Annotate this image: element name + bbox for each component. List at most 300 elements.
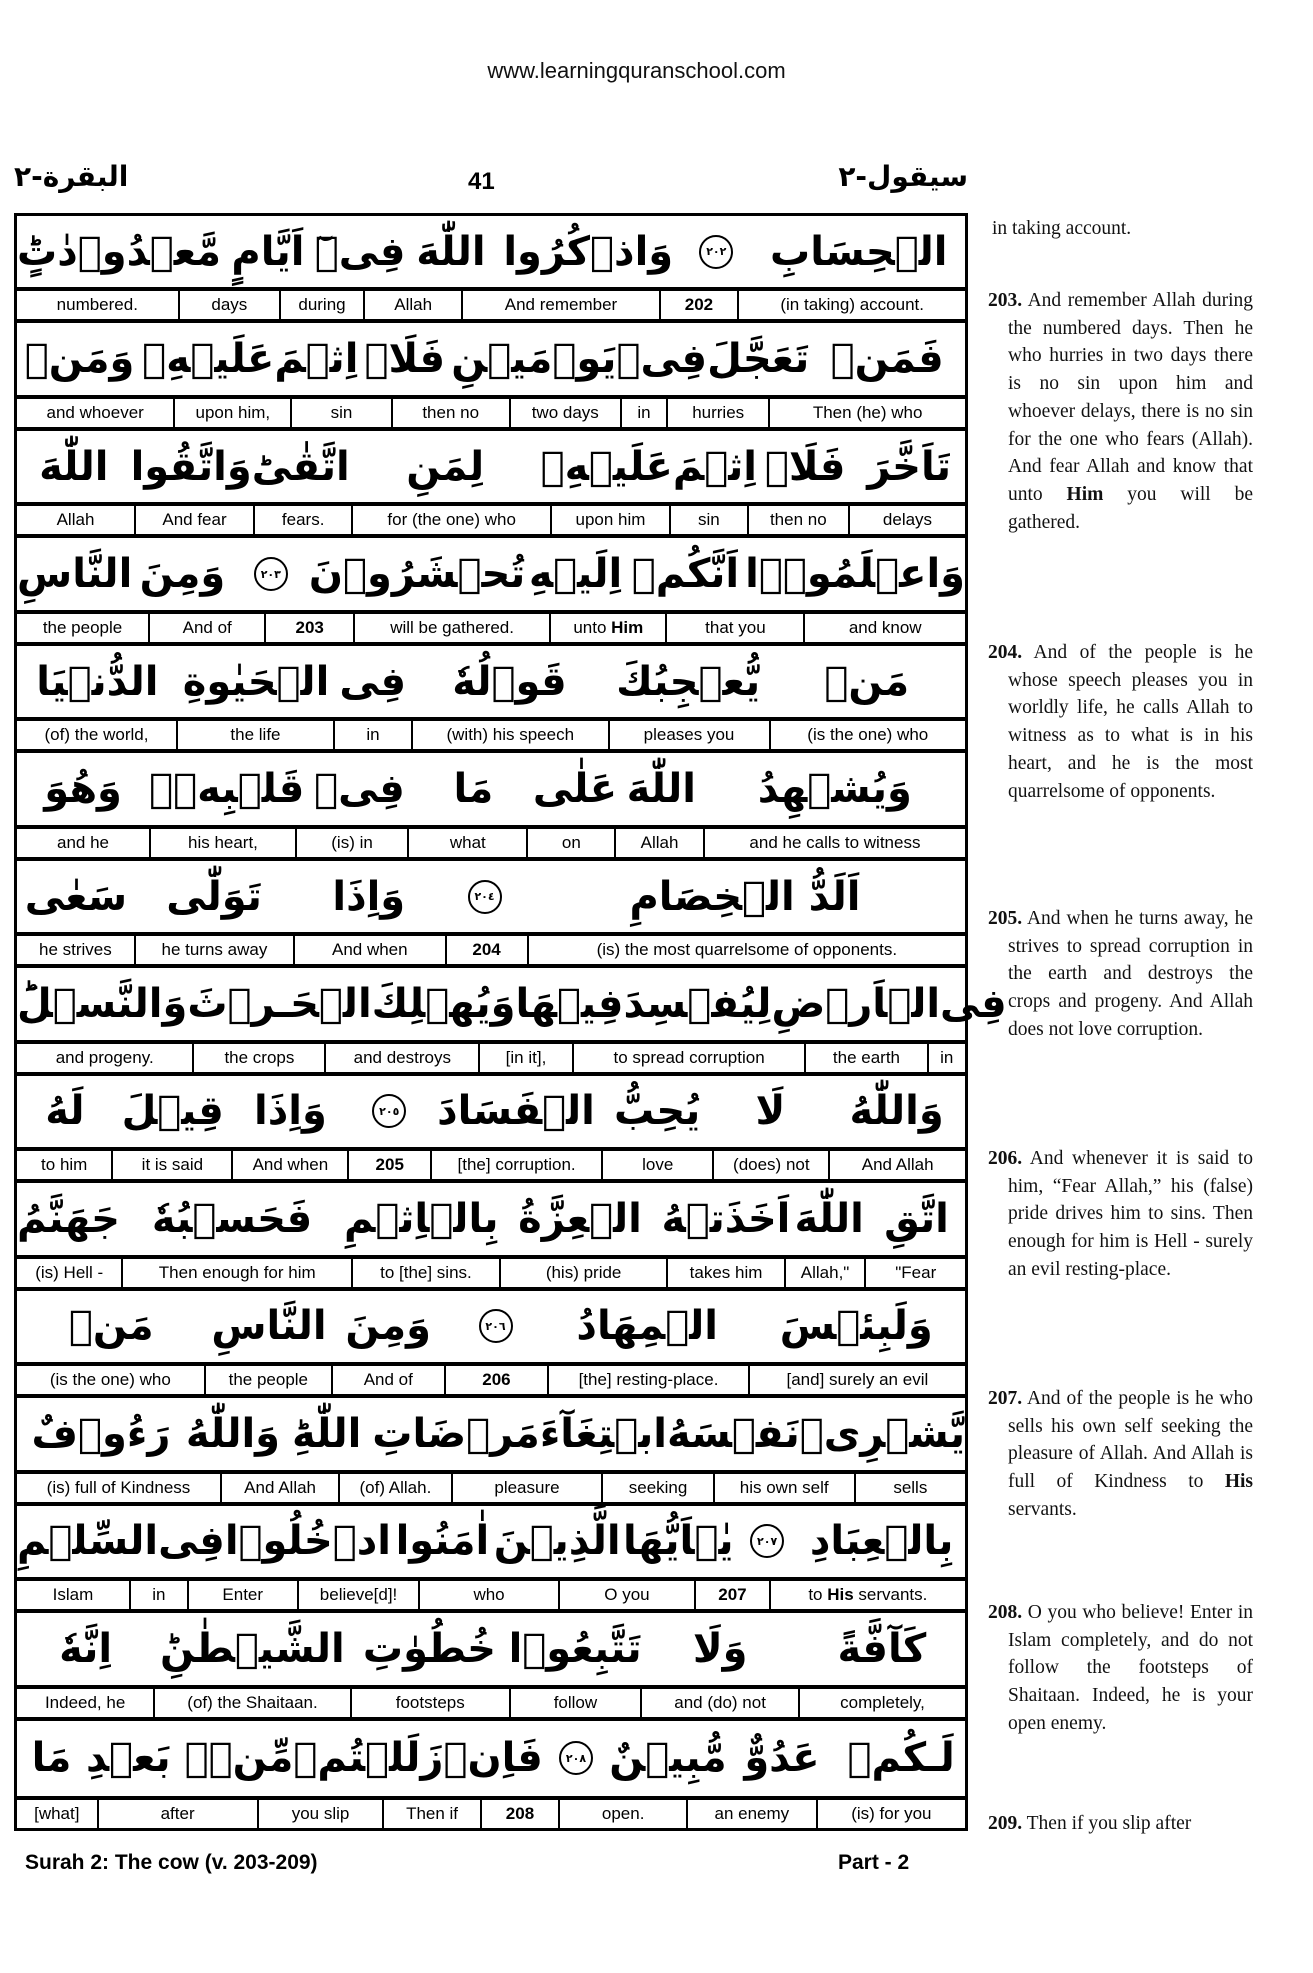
arabic-word: فِىۡٓ [314, 228, 406, 275]
arabic-word: فَاِنۡ [443, 1735, 543, 1782]
gloss-text: (is) the most quarrelsome of opponents. [596, 940, 898, 960]
arabic-word: قَلۡبِهٖۙ [149, 766, 305, 813]
gloss-text: the crops [224, 1047, 295, 1067]
arabic-word: وَمِنَ [139, 551, 226, 598]
verse-end-marker [444, 880, 525, 914]
arabic-word: مُّبِيۡنٌ [609, 1735, 727, 1782]
gloss-cell [17, 1689, 153, 1717]
gloss-cell [176, 721, 333, 749]
gloss-row [17, 1796, 965, 1828]
gloss-text: sells [893, 1477, 928, 1497]
gloss-cell [549, 614, 665, 642]
arabic-word: وَاللّٰهُ [185, 1410, 281, 1457]
arabic-word: عَلَيۡهِۚ [142, 336, 275, 383]
arabic-word: عَلٰى [532, 766, 618, 813]
arabic-word: فِى [158, 1518, 225, 1565]
translation-paragraph [988, 287, 1253, 536]
arabic-word: بِالۡعِبَادِ [809, 1518, 954, 1565]
verse-number-cell [694, 1581, 769, 1609]
gloss-cell [17, 936, 134, 964]
arabic-word: فَمَنۡ [830, 336, 944, 383]
gloss-text: (of) Allah. [359, 1477, 432, 1497]
gloss-text: during [298, 295, 346, 315]
gloss-cell [798, 1689, 965, 1717]
arabic-word: وَلَا [692, 1625, 748, 1672]
verse-end-marker [233, 557, 309, 591]
gloss-text: Allah," [800, 1262, 850, 1282]
gloss-cell [769, 721, 966, 749]
arabic-word: وَاذۡكُرُوا [503, 228, 674, 275]
gloss-cell [129, 1581, 187, 1609]
gloss-cell [558, 1800, 686, 1828]
translation-paragraph [988, 215, 1253, 243]
gloss-text: "Fear [895, 1262, 937, 1282]
gloss-cell [686, 1800, 816, 1828]
arabic-word: تَعَجَّلَ [707, 336, 810, 383]
verse-number-cell [444, 1366, 548, 1394]
arabic-word: مَا [31, 1735, 72, 1782]
translation-paragraph [988, 1810, 1253, 1838]
arabic-word: الۡعِزَّةُ [518, 1195, 642, 1242]
gloss-text: 205 [375, 1155, 404, 1175]
gloss-text: (in taking) account. [780, 295, 924, 315]
gloss-cell [331, 1366, 444, 1394]
verse-number-circle-icon: ٢٠٥ [372, 1094, 406, 1128]
gloss-cell [391, 399, 509, 427]
verse-block [17, 538, 965, 645]
gloss-row [17, 1147, 965, 1183]
translation-paragraph [988, 905, 1253, 1044]
gloss-text: who [473, 1585, 505, 1605]
gloss-text: in [366, 725, 380, 745]
arabic-word: قِيۡلَ [121, 1088, 224, 1135]
arabic-word: وَاتَّقُوا [130, 443, 252, 490]
arabic-word: يَّشۡرِىۡ [799, 1410, 965, 1457]
verse-number-cell [659, 291, 738, 319]
arabic-word: عَدُوٌّ [744, 1735, 820, 1782]
gloss-cell [17, 506, 134, 534]
gloss-bold-text: Him [611, 617, 644, 637]
gloss-text: for (the one) who [387, 510, 516, 530]
surah-header: البقرة-٢ [14, 160, 129, 193]
gloss-cell [601, 1151, 712, 1179]
arabic-row [17, 1291, 965, 1362]
gloss-text: Allah [394, 295, 433, 315]
gloss-text: and destroys [353, 1047, 451, 1067]
gloss-text: (his) pride [545, 1262, 622, 1282]
arabic-word: اللّٰهَ [416, 228, 486, 275]
gloss-cell [411, 721, 608, 749]
arabic-row [17, 538, 965, 609]
arabic-word: الۡمِهَادُ [576, 1303, 718, 1350]
verse-block [17, 1613, 965, 1720]
arabic-word: النَّاسِ [211, 1303, 327, 1350]
verse-number-circle-icon: ٢٠٣ [254, 557, 288, 591]
arabic-word: اَلَدُّ الۡخِصَامِ [629, 873, 861, 920]
arabic-word: فِىۡ [314, 766, 405, 813]
gloss-text: you slip [291, 1804, 350, 1824]
gloss-cell [640, 1689, 798, 1717]
gloss-cell [748, 1366, 965, 1394]
arabic-row [17, 753, 965, 824]
arabic-word: اِنَّهٗ [59, 1625, 113, 1672]
verse-number: 208. [988, 1602, 1023, 1623]
arabic-word: مَا [453, 766, 494, 813]
arabic-word: لَا [755, 1088, 786, 1135]
arabic-word: ادۡخُلُوۡا [224, 1518, 392, 1565]
gloss-text: and (do) not [674, 1692, 766, 1712]
gloss-text: And Allah [244, 1477, 317, 1497]
gloss-text: in [152, 1585, 166, 1605]
verse-end-marker [543, 1741, 609, 1775]
gloss-text: the earth [832, 1047, 900, 1067]
gloss-cell [17, 721, 176, 749]
gloss-row [17, 1470, 965, 1506]
gloss-cell [178, 291, 280, 319]
gloss-text: 208 [505, 1804, 535, 1824]
gloss-cell [828, 1151, 965, 1179]
verse-number-circle-icon: ٢٠٤ [468, 880, 502, 914]
gloss-text: (is) Hell - [35, 1262, 104, 1282]
gloss-cell [550, 506, 669, 534]
arabic-word: فَلَاۤ [364, 336, 446, 383]
gloss-text: and whoever [46, 402, 144, 422]
gloss-cell [333, 721, 411, 749]
gloss-cell [295, 829, 407, 857]
arabic-word: تَتَّبِعُوۡا [508, 1625, 642, 1672]
gloss-cell [293, 936, 444, 964]
arabic-word: فِىۡ [616, 336, 708, 383]
gloss-cell [17, 1581, 129, 1609]
arabic-row [17, 1506, 965, 1577]
arabic-word: مَنۡ [824, 658, 910, 705]
arabic-word: وَالنَّسۡلَؕ [17, 981, 188, 1028]
gloss-cell [17, 1366, 204, 1394]
gloss-cell [17, 614, 148, 642]
arabic-word: وَاللّٰهُ [849, 1088, 944, 1135]
arabic-word: يٰۤاَيُّهَا [623, 1518, 734, 1565]
gloss-cell [804, 1044, 926, 1072]
gloss-text: and he calls to witness [749, 832, 921, 852]
arabic-word: فَحَسۡبُهٗ [151, 1195, 313, 1242]
verse-number-cell [264, 614, 353, 642]
verse-number: 209. [988, 1813, 1023, 1834]
gloss-text: 207 [718, 1585, 747, 1605]
gloss-text: (with) his speech [446, 725, 575, 745]
arabic-word: الۡحَيٰوةِ [182, 658, 330, 705]
gloss-cell [713, 1474, 854, 1502]
arabic-word: يُّعۡجِبُكَ [616, 658, 761, 705]
gloss-row [17, 1577, 965, 1613]
arabic-word: وَاِذَا [254, 1088, 327, 1135]
gloss-cell [526, 829, 614, 857]
gloss-row [17, 287, 965, 323]
translation-text: O you who believe! Enter in Islam completely, and do not follow the footsteps of Shaitaan. Indeed, he is your open enemy. [1008, 1602, 1253, 1734]
verse-block [17, 1076, 965, 1183]
arabic-word: اللّٰهَ [794, 1195, 864, 1242]
arabic-row [17, 861, 965, 932]
gloss-row [17, 825, 965, 861]
verse-number-circle-icon: ٢٠٨ [559, 1741, 593, 1775]
gloss-cell [220, 1474, 338, 1502]
arabic-word: مَنۡ [68, 1303, 154, 1350]
gloss-cell [547, 1366, 747, 1394]
gloss-cell [111, 1151, 231, 1179]
gloss-row [17, 1685, 965, 1721]
arabic-word: كَآفَّةً [837, 1625, 927, 1672]
verse-number: 204. [988, 642, 1023, 663]
gloss-text: the people [42, 617, 123, 637]
gloss-cell [382, 1800, 479, 1828]
verse-number-circle-icon: ٢٠٢ [699, 235, 733, 269]
website-url: www.learningquranschool.com [487, 58, 786, 83]
gloss-text: (is) in [331, 832, 373, 852]
arabic-word: اِلَيۡهِ [528, 551, 623, 598]
gloss-text: Enter [222, 1585, 264, 1605]
gloss-cell [784, 1259, 865, 1287]
gloss-cell [350, 1689, 509, 1717]
gloss-text: And remember [504, 295, 618, 315]
verse-block [17, 216, 965, 323]
gloss-cell [848, 506, 965, 534]
verse-block [17, 1291, 965, 1398]
gloss-text: And when [252, 1155, 329, 1175]
gloss-cell [854, 1474, 965, 1502]
arabic-word: اللّٰهَ [39, 443, 109, 490]
gloss-cell [17, 1259, 121, 1287]
gloss-cell [418, 1581, 557, 1609]
gloss-text: an enemy [714, 1804, 790, 1824]
arabic-word: تَاَخَّرَ [867, 443, 952, 490]
gloss-cell [499, 1259, 667, 1287]
verse-block [17, 431, 965, 538]
verse-block [17, 323, 965, 430]
verse-number-cell [480, 1800, 559, 1828]
arabic-word: الۡحِسَابِ [770, 228, 948, 275]
gloss-text: footsteps [395, 1692, 465, 1712]
arabic-word: الشَّيۡطٰنِؕ [159, 1625, 345, 1672]
gloss-cell [620, 399, 666, 427]
gloss-cell [17, 1044, 192, 1072]
gloss-text: 206 [482, 1370, 511, 1390]
gloss-text: his own self [739, 1477, 829, 1497]
gloss-cell [351, 1259, 499, 1287]
gloss-cell [253, 506, 351, 534]
gloss-row [17, 502, 965, 538]
gloss-text: [the] resting-place. [578, 1370, 719, 1390]
translation-text: you will be gathered. [1008, 483, 1253, 533]
gloss-text: (is the one) who [49, 1370, 171, 1390]
gloss-text: upon him [575, 510, 646, 530]
verse-number: 206. [988, 1148, 1023, 1169]
gloss-text: pleasure [494, 1477, 560, 1497]
arabic-word: اِثۡمَ [672, 443, 757, 490]
translation-text: And when he turns away, he strives to spread corruption in the earth and destroys the crops and progeny. And Allah does not love corruption. [1008, 908, 1253, 1040]
gloss-text: Indeed, he [44, 1692, 126, 1712]
arabic-word: لِيُفۡسِدَ [623, 981, 772, 1028]
gloss-text-after: servants. [853, 1585, 928, 1605]
translation-paragraph [988, 1385, 1253, 1524]
gloss-text: (of) the Shaitaan. [187, 1692, 318, 1712]
gloss-text: to [the] sins. [380, 1262, 472, 1282]
arabic-word: فِيۡهَا [515, 981, 624, 1028]
gloss-text: 204 [472, 940, 501, 960]
gloss-text: upon him, [195, 402, 271, 422]
arabic-row [17, 1721, 965, 1796]
verse-block [17, 1506, 965, 1613]
gloss-cell [279, 291, 363, 319]
gloss-cell [430, 1151, 601, 1179]
gloss-cell [737, 291, 965, 319]
gloss-text: Then if [406, 1804, 459, 1824]
gloss-cell [527, 936, 965, 964]
arabic-row [17, 1398, 965, 1469]
translation-text: And whenever it is said to him, “Fear Allah,” his (false) pride drives him to sins. Then enough for him is Hell - surely an evil resting-place. [1008, 1148, 1253, 1280]
gloss-cell [97, 1800, 257, 1828]
gloss-text: And of [182, 617, 232, 637]
arabic-word: لَـكُمۡ [847, 1735, 955, 1782]
gloss-cell [231, 1151, 347, 1179]
gloss-text: the life [230, 725, 281, 745]
arabic-word: نَفۡسَهُ [666, 1410, 800, 1457]
verse-number-circle-icon: ٢٠٦ [479, 1309, 513, 1343]
translation-bold-text: Him [1066, 483, 1104, 505]
gloss-text: follow [553, 1692, 598, 1712]
arabic-row [17, 1076, 965, 1147]
arabic-word: جَهَنَّمُ [17, 1195, 120, 1242]
verse-number-cell [347, 1151, 430, 1179]
gloss-text: (is) for you [851, 1804, 932, 1824]
arabic-word: النَّاسِ [17, 551, 133, 598]
arabic-word: ابۡتِغَآءَ [539, 1410, 667, 1457]
gloss-text: O you [604, 1585, 650, 1605]
gloss-text: sin [697, 510, 720, 530]
arabic-word: السِّلۡمِ [17, 1518, 159, 1565]
gloss-text: Then (he) who [812, 402, 923, 422]
gloss-cell [509, 1689, 640, 1717]
gloss-row [17, 717, 965, 753]
gloss-cell [134, 936, 293, 964]
gloss-cell [353, 614, 549, 642]
arabic-word: وَاعۡلَمُوۡۤا [745, 551, 966, 598]
gloss-text: will be gathered. [390, 617, 514, 637]
gloss-text: Allah [640, 832, 679, 852]
arabic-row [17, 216, 965, 287]
gloss-cell [864, 1259, 965, 1287]
translation-paragraph [988, 1145, 1253, 1284]
arabic-word: تَوَلّٰى [166, 873, 262, 920]
arabic-word: اللّٰهَ [626, 766, 696, 813]
gloss-text: and progeny. [55, 1047, 154, 1067]
gloss-text: after [160, 1804, 195, 1824]
gloss-text: to [808, 1585, 828, 1605]
gloss-cell [712, 1151, 828, 1179]
gloss-cell [338, 1474, 450, 1502]
gloss-cell [17, 1474, 220, 1502]
gloss-cell [509, 399, 620, 427]
arabic-word: فَلَاۤ [764, 443, 846, 490]
arabic-word: تُحۡشَرُوۡنَ [308, 551, 526, 598]
footer-surah-title: Surah 2: The cow (v. 203-209) [25, 1851, 318, 1874]
arabic-word: اَخَذَتۡهُ [661, 1195, 791, 1242]
gloss-cell [324, 1044, 478, 1072]
arabic-word: الۡفَسَادَ [437, 1088, 595, 1135]
arabic-word: رَءُوۡفٌ [31, 1410, 171, 1457]
arabic-row [17, 1613, 965, 1684]
gloss-text: in [940, 1047, 954, 1067]
arabic-word: وَلَبِئۡسَ [779, 1303, 933, 1350]
gloss-text: it is said [141, 1155, 204, 1175]
gloss-text: numbered. [56, 295, 138, 315]
arabic-word: وَاِذَا [332, 873, 406, 920]
gloss-cell [204, 1366, 331, 1394]
gloss-text: what [449, 832, 486, 852]
gloss-cell [608, 721, 769, 749]
arabic-word: وَمِنَ [345, 1303, 432, 1350]
gloss-cell [149, 829, 295, 857]
arabic-word: اتَّقِ [884, 1195, 949, 1242]
gloss-cell [17, 1800, 97, 1828]
verse-block [17, 861, 965, 968]
arabic-word: وَمَنۡ [24, 336, 135, 383]
gloss-text: sin [330, 402, 353, 422]
gloss-cell [601, 1474, 712, 1502]
gloss-text: the people [228, 1370, 308, 1390]
arabic-word: الدُّنۡيَا [36, 658, 159, 705]
gloss-text: delays [882, 510, 933, 530]
gloss-cell [769, 1581, 965, 1609]
arabic-word: بِالۡاِثۡمِ [344, 1195, 499, 1242]
gloss-text: And of [363, 1370, 413, 1390]
gloss-cell [153, 1689, 350, 1717]
arabic-word: مَرۡضَاتِ [372, 1410, 540, 1457]
gloss-text: that you [705, 617, 766, 637]
gloss-text: believe[d]! [319, 1585, 398, 1605]
gloss-text: completely, [840, 1692, 925, 1712]
translation-bold-text: His [1224, 1471, 1253, 1493]
gloss-cell [803, 614, 965, 642]
gloss-cell [17, 399, 173, 427]
translation-text: in taking account. [992, 218, 1132, 239]
gloss-row [17, 1255, 965, 1291]
gloss-text: in [637, 402, 651, 422]
gloss-text: And fear [162, 510, 227, 530]
arabic-word: اَيَّامٍ [231, 228, 305, 275]
gloss-text: [the] corruption. [457, 1155, 576, 1175]
arabic-word: يَوۡمَيۡنِ [451, 336, 617, 383]
gloss-text: seeking [628, 1477, 688, 1497]
gloss-text: Islam [52, 1585, 94, 1605]
gloss-cell [290, 399, 390, 427]
gloss-text: And Allah [861, 1155, 934, 1175]
gloss-text: [what] [34, 1804, 80, 1824]
verse-block [17, 646, 965, 753]
gloss-cell [187, 1581, 297, 1609]
arabic-word: يُحِبُّ [614, 1088, 701, 1135]
gloss-text: 203 [295, 617, 324, 637]
gloss-cell [614, 829, 703, 857]
gloss-row [17, 1040, 965, 1076]
gloss-text: unto [573, 617, 612, 637]
verse-block [17, 753, 965, 860]
gloss-cell [558, 1581, 694, 1609]
arabic-word: الۡحَـرۡثَ [187, 981, 372, 1028]
gloss-cell [363, 291, 462, 319]
gloss-text: two days [531, 402, 599, 422]
gloss-row [17, 395, 965, 431]
gloss-text: and he [57, 832, 110, 852]
arabic-word: لَهُ [45, 1088, 85, 1135]
